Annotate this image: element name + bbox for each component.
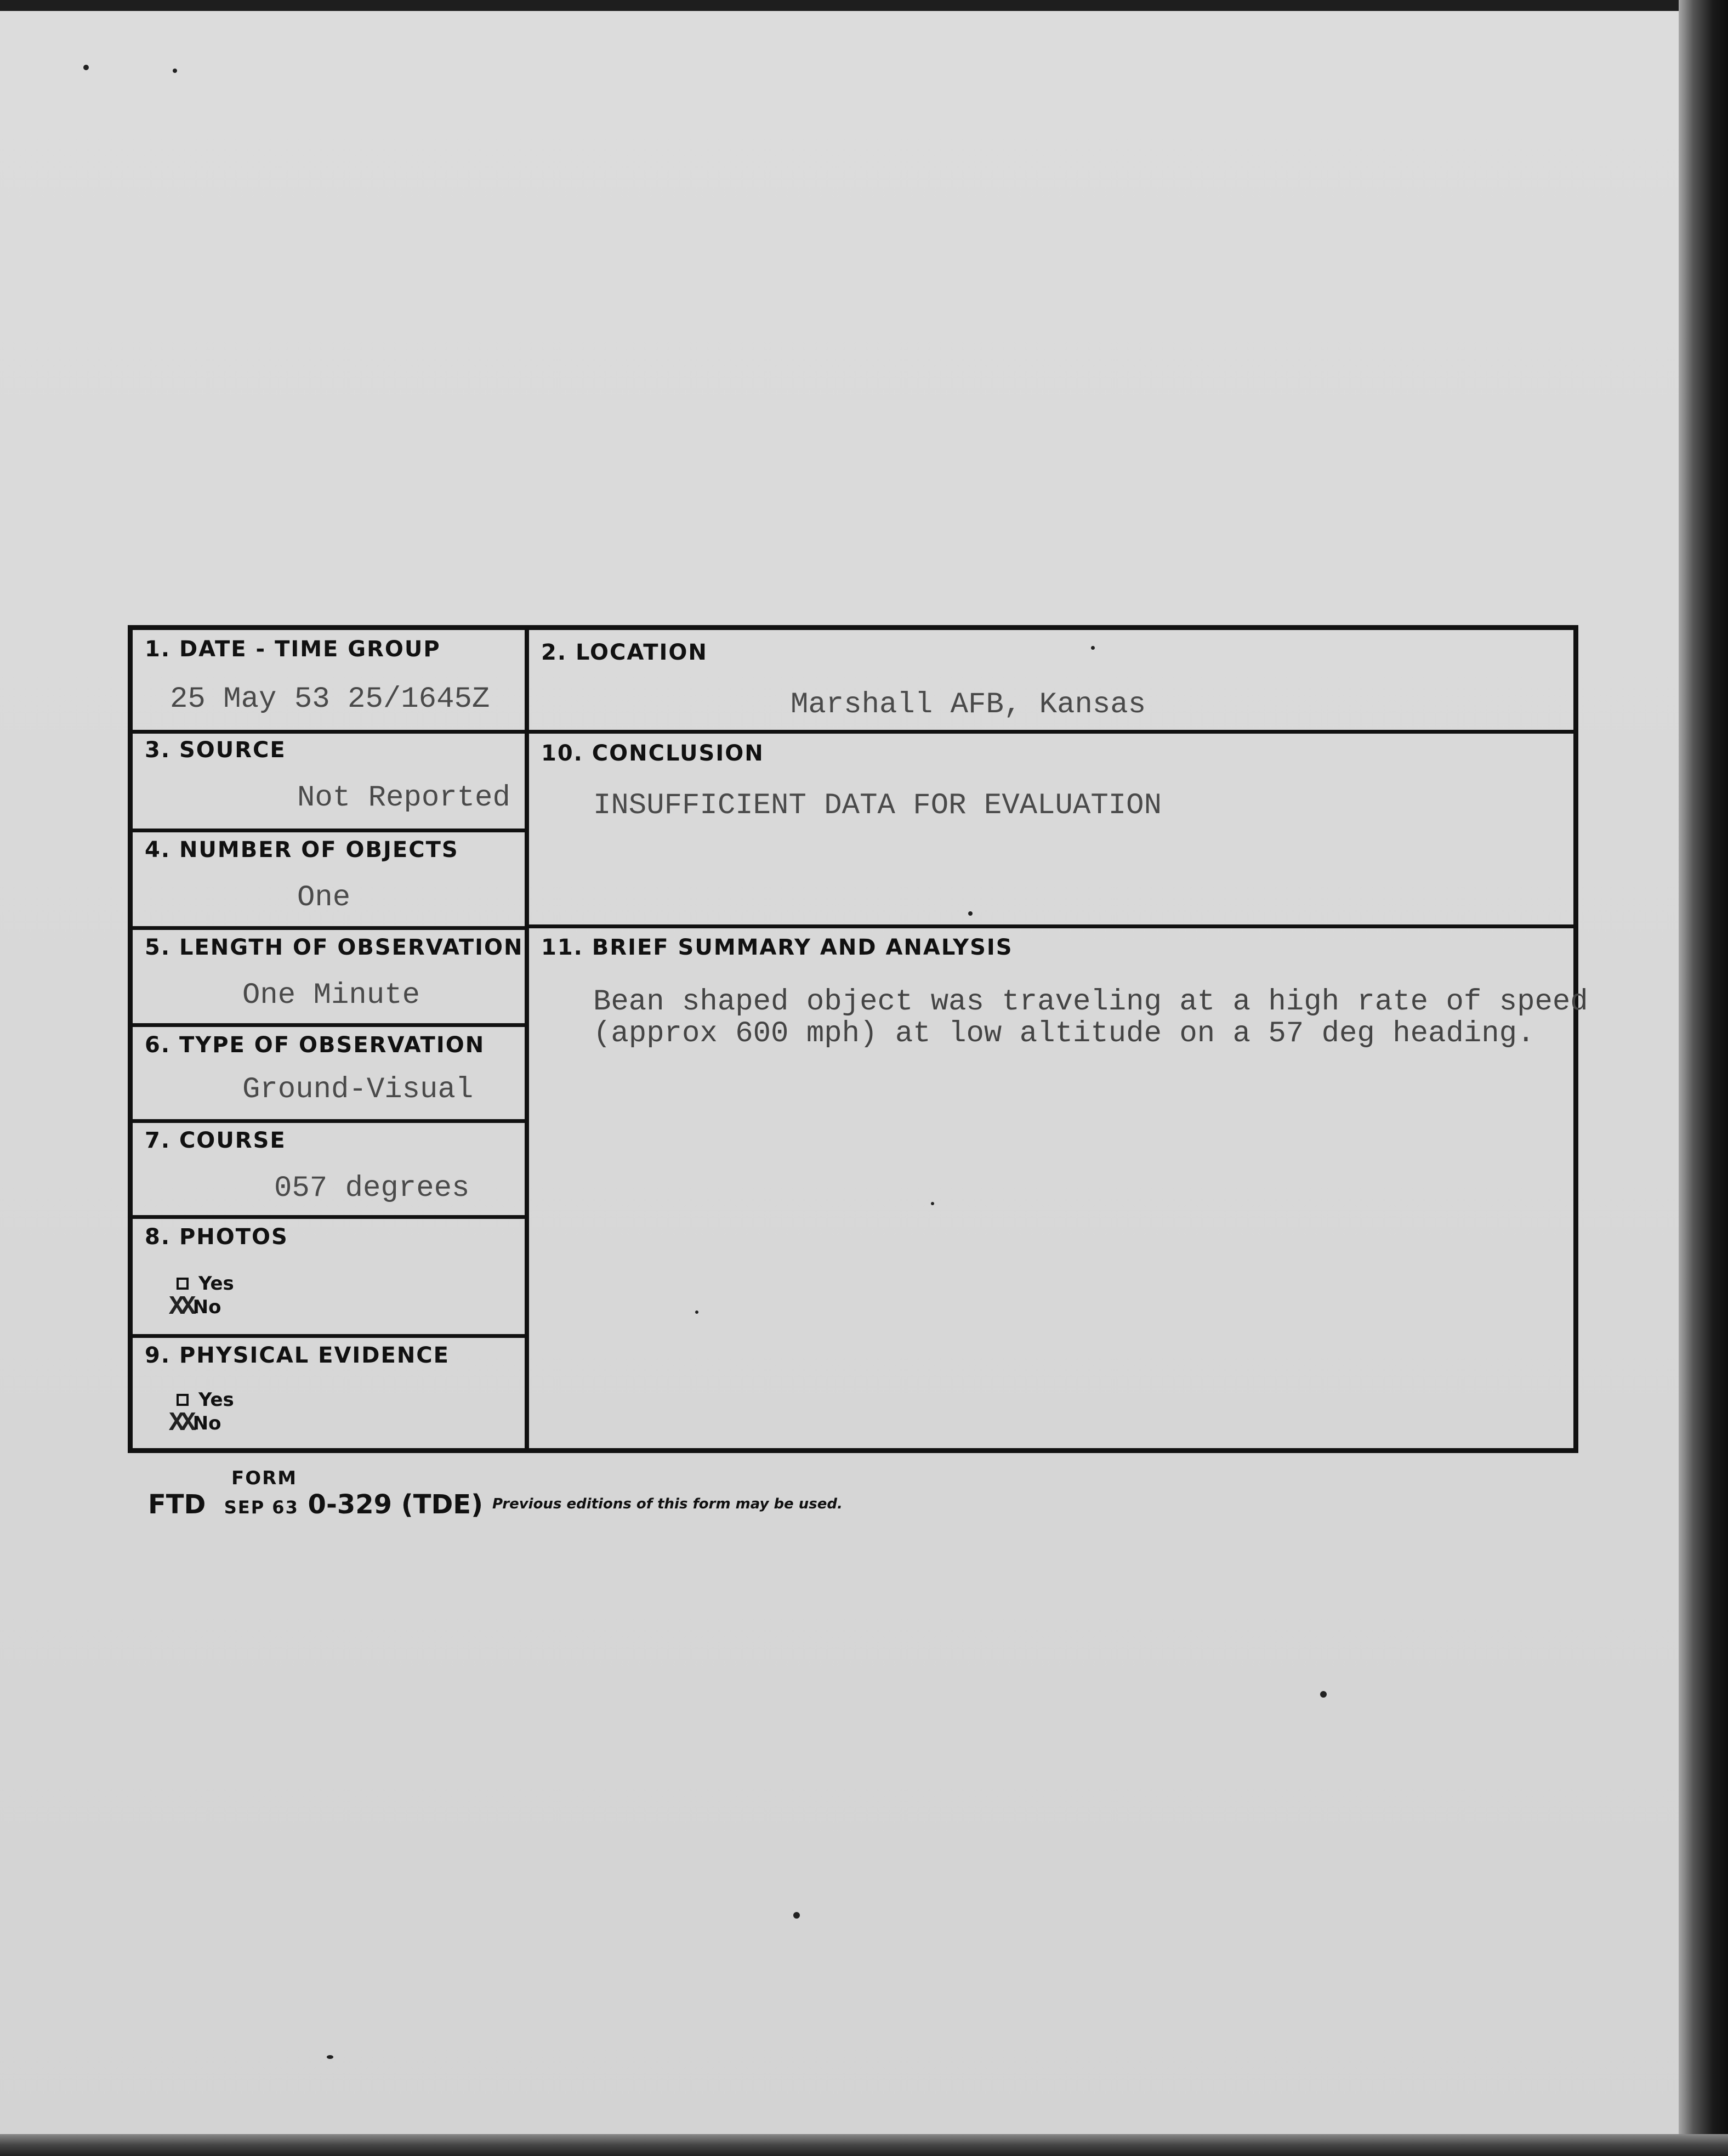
footer-note: Previous editions of this form may be used. bbox=[492, 1496, 843, 1512]
project-record-card bbox=[128, 625, 1588, 1453]
length-of-observation-value: One Minute bbox=[242, 979, 420, 1012]
row-divider bbox=[133, 1023, 525, 1027]
summary-line-2: (approx 600 mph) at low altitude on a 57 deg heading. bbox=[593, 1017, 1535, 1051]
number-of-objects-label: 4. NUMBER OF OBJECTS bbox=[145, 837, 459, 863]
length-of-observation-label: 5. LENGTH OF OBSERVATION bbox=[145, 935, 524, 960]
typed-x-mark-icon: XX bbox=[169, 1292, 192, 1322]
physical-evidence-yes-option[interactable] bbox=[177, 1389, 234, 1411]
column-divider bbox=[525, 630, 529, 1449]
footer-ftd: FTD bbox=[148, 1489, 206, 1520]
row-divider bbox=[133, 829, 525, 832]
conclusion-value: INSUFFICIENT DATA FOR EVALUATION bbox=[593, 789, 1162, 822]
physical-evidence-no-text: No bbox=[192, 1412, 221, 1434]
course-label: 7. COURSE bbox=[145, 1128, 286, 1153]
type-of-observation-value: Ground-Visual bbox=[242, 1073, 474, 1107]
photos-no-option[interactable] bbox=[169, 1292, 221, 1322]
course-value: 057 degrees bbox=[274, 1172, 470, 1205]
photos-label: 8. PHOTOS bbox=[145, 1224, 288, 1250]
scan-right-edge bbox=[1679, 0, 1728, 2156]
checkbox-empty-icon bbox=[177, 1278, 189, 1290]
footer-form-word: FORM bbox=[231, 1467, 298, 1489]
footer-form-id bbox=[148, 1489, 483, 1520]
photos-no-text: No bbox=[192, 1296, 221, 1318]
checkbox-empty-icon bbox=[177, 1394, 189, 1406]
date-time-group-value: 25 May 53 25/1645Z bbox=[170, 683, 490, 716]
typed-x-mark-icon: XX bbox=[169, 1409, 192, 1438]
physical-evidence-label: 9. PHYSICAL EVIDENCE bbox=[145, 1343, 450, 1368]
physical-evidence-yes-text: Yes bbox=[198, 1389, 234, 1411]
physical-evidence-no-option[interactable] bbox=[169, 1409, 221, 1438]
footer-number: 0-329 (TDE) bbox=[308, 1489, 484, 1520]
scan-bottom-edge bbox=[0, 2134, 1728, 2156]
footer-date: SEP 63 bbox=[224, 1497, 299, 1518]
source-label: 3. SOURCE bbox=[145, 737, 286, 763]
row-divider bbox=[133, 730, 1574, 734]
speck bbox=[83, 65, 89, 70]
date-time-group-label: 1. DATE - TIME GROUP bbox=[145, 637, 441, 662]
location-label: 2. LOCATION bbox=[541, 640, 708, 665]
summary-label: 11. BRIEF SUMMARY AND ANALYSIS bbox=[541, 935, 1013, 960]
photos-yes-option[interactable] bbox=[177, 1273, 234, 1295]
scan-top-edge bbox=[0, 0, 1728, 11]
conclusion-label: 10. CONCLUSION bbox=[541, 741, 764, 766]
type-of-observation-label: 6. TYPE OF OBSERVATION bbox=[145, 1032, 485, 1058]
source-value: Not Reported bbox=[297, 781, 510, 815]
summary-line-1: Bean shaped object was traveling at a high rate of speed bbox=[593, 985, 1588, 1019]
speck bbox=[327, 2055, 333, 2059]
row-divider bbox=[133, 1215, 525, 1219]
speck bbox=[173, 69, 177, 73]
speck bbox=[793, 1912, 800, 1919]
row-divider bbox=[133, 1334, 525, 1338]
speck bbox=[1320, 1691, 1327, 1698]
row-divider bbox=[133, 926, 525, 930]
location-value: Marshall AFB, Kansas bbox=[791, 688, 1146, 722]
number-of-objects-value: One bbox=[297, 881, 351, 915]
photos-yes-text: Yes bbox=[198, 1273, 234, 1295]
row-divider bbox=[133, 1119, 525, 1123]
row-divider bbox=[525, 924, 1574, 928]
